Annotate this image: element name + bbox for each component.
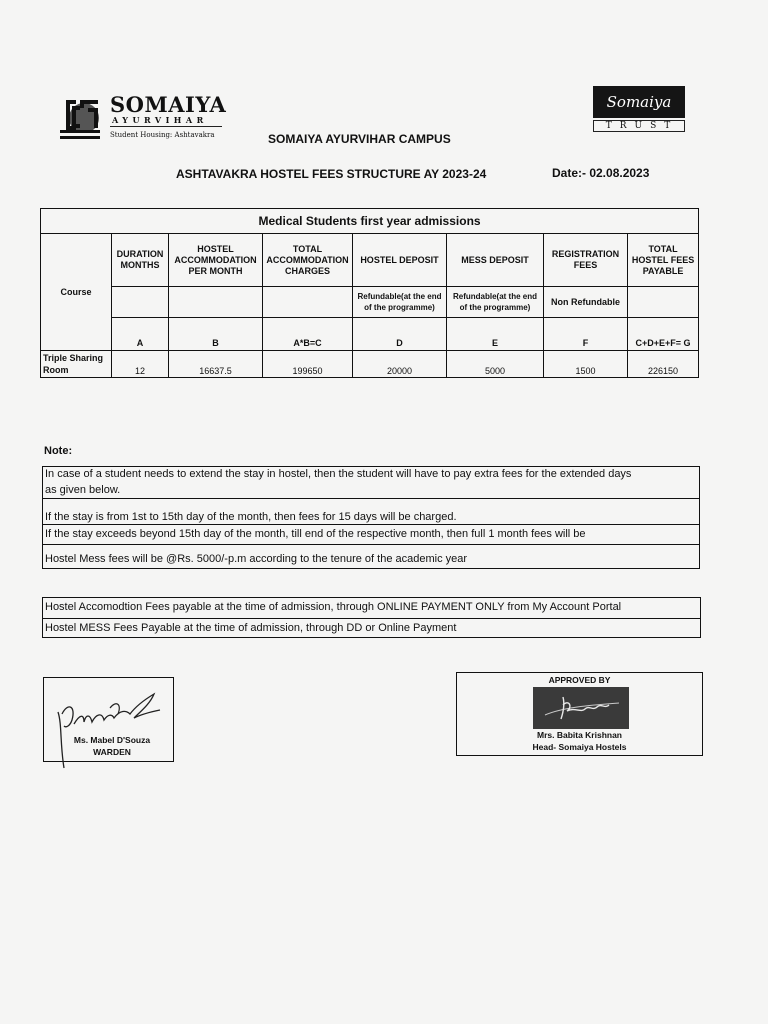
column-code: E xyxy=(447,318,544,351)
trust-brand: Somaiya xyxy=(593,86,685,118)
column-note: Non Refundable xyxy=(544,287,628,318)
table-cell: 16637.5 xyxy=(169,351,263,378)
column-header: HOSTEL DEPOSIT xyxy=(353,234,447,287)
column-header: REGISTRATION FEES xyxy=(544,234,628,287)
table-code-row xyxy=(41,318,699,351)
column-header: TOTAL HOSTEL FEES PAYABLE xyxy=(628,234,699,287)
notes-divider xyxy=(43,498,699,499)
payment-divider xyxy=(43,618,700,619)
course-header: Course xyxy=(41,234,112,351)
table-cell: 226150 xyxy=(628,351,699,378)
approved-by-label: APPROVED BY xyxy=(548,675,611,685)
approval-box xyxy=(456,672,703,756)
table-header-row xyxy=(41,234,699,287)
somaiya-trust-logo xyxy=(593,86,685,134)
table-cell: 1500 xyxy=(544,351,628,378)
trust-word: TRUST xyxy=(593,120,685,132)
column-code: A xyxy=(112,318,169,351)
table-row xyxy=(41,351,699,378)
note-line: If the stay exceeds beyond 15th day of the month, till end of the respective month, then full 1 month fees will be xyxy=(45,528,586,540)
column-code: A*B=C xyxy=(263,318,353,351)
column-header: MESS DEPOSIT xyxy=(447,234,544,287)
column-note xyxy=(112,287,169,318)
table-caption: Medical Students first year admissions xyxy=(41,209,699,234)
column-header: HOSTEL ACCOMMODATION PER MONTH xyxy=(169,234,263,287)
column-code: B xyxy=(169,318,263,351)
column-note xyxy=(263,287,353,318)
column-header: DURATION MONTHS xyxy=(112,234,169,287)
logo-subname: AYURVIHAR xyxy=(112,115,208,125)
logo-tagline: Student Housing: Ashtavakra xyxy=(110,131,215,139)
somaiya-ayurvihar-logo xyxy=(58,90,238,152)
fees-table xyxy=(40,208,699,378)
warden-signature-box xyxy=(43,677,174,762)
logo-name: SOMAIYA xyxy=(110,92,227,117)
payment-line: Hostel Accomodtion Fees payable at the time of admission, through ONLINE PAYMENT ONLY from My Account Portal xyxy=(45,601,622,613)
note-title: Note: xyxy=(44,445,73,457)
column-note xyxy=(169,287,263,318)
payment-line: Hostel MESS Fees Payable at the time of admission, through DD or Online Payment xyxy=(45,622,457,634)
column-note: Refundable(at the end of the programme) xyxy=(447,287,544,318)
head-signature-image xyxy=(533,687,629,729)
note-line: If the stay is from 1st to 15th day of the month, then fees for 15 days will be charged. xyxy=(45,511,457,523)
note-line: as given below. xyxy=(45,484,121,496)
head-name: Mrs. Babita Krishnan xyxy=(536,730,623,740)
table-note-row xyxy=(41,287,699,318)
table-cell: 20000 xyxy=(353,351,447,378)
document-date: Date:- 02.08.2023 xyxy=(552,166,650,180)
table-cell: 199650 xyxy=(263,351,353,378)
column-code: D xyxy=(353,318,447,351)
notes-divider xyxy=(43,544,699,545)
note-line: In case of a student needs to extend the stay in hostel, then the student will have to pay extra fees for the extended days xyxy=(45,468,632,480)
head-role: Head- Somaiya Hostels xyxy=(532,742,627,752)
payment-box xyxy=(42,597,701,638)
column-note: Refundable(at the end of the programme) xyxy=(353,287,447,318)
document-title: ASHTAVAKRA HOSTEL FEES STRUCTURE AY 2023-24 xyxy=(176,167,487,181)
campus-heading: SOMAIYA AYURVIHAR CAMPUS xyxy=(268,132,451,146)
notes-divider xyxy=(43,524,699,525)
table-caption-row xyxy=(41,209,699,234)
column-header: TOTAL ACCOMMODATION CHARGES xyxy=(263,234,353,287)
column-code: C+D+E+F= G xyxy=(628,318,699,351)
somaiya-emblem-icon xyxy=(58,92,106,142)
column-note xyxy=(628,287,699,318)
course-cell: Triple Sharing Room xyxy=(41,351,112,378)
table-cell: 12 xyxy=(112,351,169,378)
note-line: Hostel Mess fees will be @Rs. 5000/-p.m according to the tenure of the academic year xyxy=(45,553,468,565)
column-code: F xyxy=(544,318,628,351)
notes-box xyxy=(42,466,700,569)
table-cell: 5000 xyxy=(447,351,544,378)
warden-name: Ms. Mabel D'Souza xyxy=(73,735,151,745)
warden-role: WARDEN xyxy=(93,747,131,757)
logo-divider xyxy=(110,126,222,127)
